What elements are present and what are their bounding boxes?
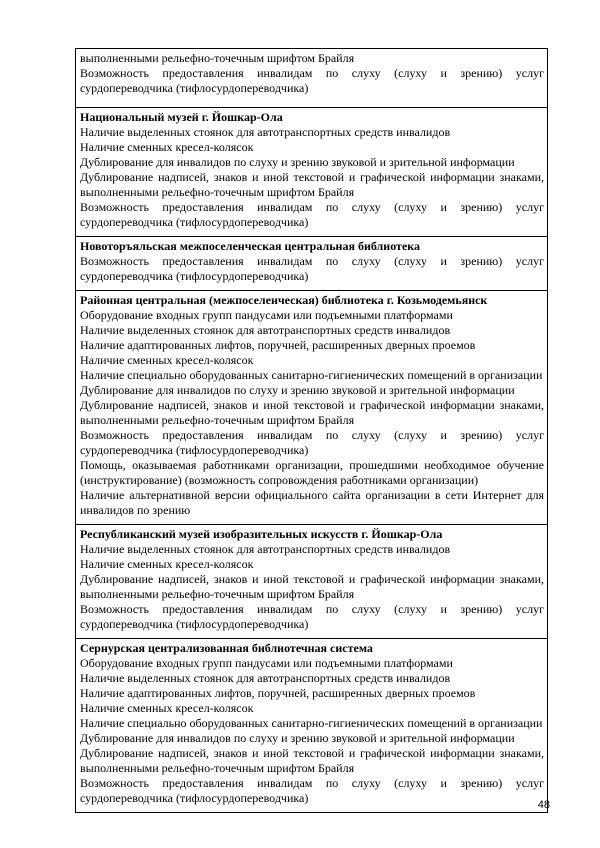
feature-line: выполненными рельефно-точечным шрифтом Брайля (80, 51, 355, 65)
feature-line: Возможность предоставления инвалидам по слуху (слуху и зрению) услуг сурдопереводчика (тифлосурдопереводчика) (80, 428, 544, 457)
feature-line: Наличие сменных кресел-колясок (80, 140, 254, 154)
feature-line: Возможность предоставления инвалидам по слуху (слуху и зрению) услуг сурдопереводчика (тифлосурдопереводчика) (80, 66, 544, 95)
feature-line: Наличие выделенных стоянок для автотранспортных средств инвалидов (80, 542, 451, 556)
organization-block (76, 49, 547, 107)
feature-line: Возможность предоставления инвалидам по слуху (слуху и зрению) услуг сурдопереводчика (тифлосурдопереводчика) (80, 602, 544, 631)
feature-line: Наличие альтернативной версии официального сайта организации в сети Интернет для инвалидов по зрению (80, 488, 544, 517)
organization-title: Сернурская централизованная библиотечная система (80, 641, 373, 655)
organization-title: Республиканский музей изобразительных искусств г. Йошкар-Ола (80, 527, 443, 541)
feature-line: Наличие специально оборудованных санитарно-гигиенических помещений в организации (80, 368, 543, 382)
feature-line: Дублирование для инвалидов по слуху и зрению звуковой и зрительной информации (80, 383, 515, 397)
organization-block (76, 107, 547, 236)
feature-line: Наличие сменных кресел-колясок (80, 353, 254, 367)
organization-block (76, 638, 547, 812)
feature-line: Возможность предоставления инвалидам по слуху (слуху и зрению) услуг сурдопереводчика (тифлосурдопереводчика) (80, 776, 544, 805)
page-number: 48 (537, 799, 550, 811)
feature-line: Дублирование для инвалидов по слуху и зрению звуковой и зрительной информации (80, 731, 515, 745)
organization-title: Национальный музей г. Йошкар-Ола (80, 110, 283, 124)
feature-line: Дублирование надписей, знаков и иной текстовой и графической информации знаками, выполненными рельефно-точечным шрифтом Брайля (80, 170, 544, 199)
feature-line: Помощь, оказываемая работниками организации, прошедшими необходимое обучение (инструктирование) (возможность сопровождения работниками организации) (80, 458, 544, 487)
feature-line: Наличие специально оборудованных санитарно-гигиенических помещений в организации (80, 716, 543, 730)
feature-line: Возможность предоставления инвалидам по слуху (слуху и зрению) услуг сурдопереводчика (тифлосурдопереводчика) (80, 200, 544, 229)
feature-line: Наличие выделенных стоянок для автотранспортных средств инвалидов (80, 125, 451, 139)
feature-line: Наличие выделенных стоянок для автотранспортных средств инвалидов (80, 671, 451, 685)
organization-title: Районная центральная (межпоселенческая) библиотека г. Козьмодемьянск (80, 293, 488, 307)
organizations-table (75, 48, 548, 813)
feature-line: Наличие сменных кресел-колясок (80, 701, 254, 715)
feature-line: Дублирование для инвалидов по слуху и зрению звуковой и зрительной информации (80, 155, 515, 169)
feature-line: Дублирование надписей, знаков и иной текстовой и графической информации знаками, выполненными рельефно-точечным шрифтом Брайля (80, 572, 544, 601)
organization-title: Новоторъяльская межпоселенческая центральная библиотека (80, 239, 420, 253)
feature-line: Оборудование входных групп пандусами или подъемными платформами (80, 308, 453, 322)
organization-block (76, 236, 547, 290)
feature-line: Оборудование входных групп пандусами или подъемными платформами (80, 656, 453, 670)
organization-block (76, 290, 547, 524)
feature-line: Наличие выделенных стоянок для автотранспортных средств инвалидов (80, 323, 451, 337)
feature-line: Дублирование надписей, знаков и иной текстовой и графической информации знаками, выполненными рельефно-точечным шрифтом Брайля (80, 398, 544, 427)
feature-line: Возможность предоставления инвалидам по слуху (слуху и зрению) услуг сурдопереводчика (тифлосурдопереводчика) (80, 254, 544, 283)
organization-block (76, 524, 547, 638)
feature-line: Дублирование надписей, знаков и иной текстовой и графической информации знаками, выполненными рельефно-точечным шрифтом Брайля (80, 746, 544, 775)
feature-line: Наличие сменных кресел-колясок (80, 557, 254, 571)
feature-line: Наличие адаптированных лифтов, поручней, расширенных дверных проемов (80, 686, 476, 700)
feature-line: Наличие адаптированных лифтов, поручней, расширенных дверных проемов (80, 338, 476, 352)
